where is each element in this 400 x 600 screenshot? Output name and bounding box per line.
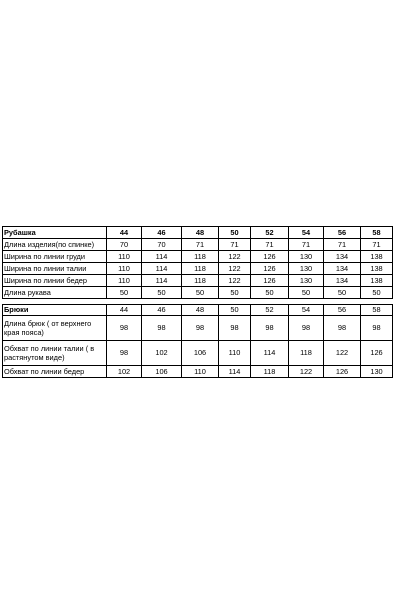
- measurement-value: 118: [251, 366, 289, 378]
- measurement-value: 98: [182, 316, 219, 341]
- size-header: 48: [182, 227, 219, 239]
- measurement-value: 130: [289, 275, 324, 287]
- table-row: [3, 239, 393, 251]
- measurement-value: 138: [361, 275, 393, 287]
- measurement-value: 106: [142, 366, 182, 378]
- size-header: 56: [324, 227, 361, 239]
- measurement-label: Ширина по линии бедер: [3, 275, 107, 287]
- measurement-value: 130: [361, 366, 393, 378]
- pants-size-table: [2, 304, 393, 378]
- measurement-value: 50: [361, 287, 393, 299]
- measurement-label: Обхват по линии бедер: [3, 366, 107, 378]
- measurement-value: 130: [289, 263, 324, 275]
- measurement-value: 110: [107, 251, 142, 263]
- size-header: 44: [107, 305, 142, 316]
- size-header: 48: [182, 305, 219, 316]
- measurement-label: Ширина по линии груди: [3, 251, 107, 263]
- measurement-value: 126: [361, 341, 393, 366]
- measurement-label: Длина рукава: [3, 287, 107, 299]
- measurement-value: 98: [289, 316, 324, 341]
- measurement-label: Длина изделия(по спинке): [3, 239, 107, 251]
- measurement-value: 98: [219, 316, 251, 341]
- size-header: 56: [324, 305, 361, 316]
- measurement-value: 98: [107, 316, 142, 341]
- measurement-label: Обхват по линии талии ( в растянутом виде): [3, 341, 107, 366]
- size-header: 44: [107, 227, 142, 239]
- measurement-value: 50: [142, 287, 182, 299]
- size-header: 52: [251, 305, 289, 316]
- measurement-value: 50: [251, 287, 289, 299]
- measurement-value: 98: [107, 341, 142, 366]
- measurement-value: 50: [324, 287, 361, 299]
- measurement-value: 50: [289, 287, 324, 299]
- measurement-value: 126: [324, 366, 361, 378]
- measurement-value: 71: [182, 239, 219, 251]
- measurement-value: 118: [182, 275, 219, 287]
- table-row: [3, 366, 393, 378]
- measurement-value: 102: [107, 366, 142, 378]
- measurement-value: 71: [289, 239, 324, 251]
- table-row: [3, 251, 393, 263]
- measurement-value: 114: [142, 275, 182, 287]
- measurement-value: 138: [361, 263, 393, 275]
- size-header: 50: [219, 227, 251, 239]
- size-header: 52: [251, 227, 289, 239]
- measurement-value: 122: [219, 275, 251, 287]
- measurement-value: 122: [219, 263, 251, 275]
- shirt-size-table: [2, 226, 393, 299]
- measurement-value: 71: [324, 239, 361, 251]
- measurement-label: Длина брюк ( от верхнего края пояса): [3, 316, 107, 341]
- measurement-value: 134: [324, 263, 361, 275]
- measurement-value: 71: [251, 239, 289, 251]
- measurement-value: 114: [142, 251, 182, 263]
- measurement-value: 114: [251, 341, 289, 366]
- measurement-value: 114: [142, 263, 182, 275]
- measurement-value: 134: [324, 251, 361, 263]
- table-row: [3, 341, 393, 366]
- measurement-value: 126: [251, 275, 289, 287]
- measurement-value: 110: [107, 275, 142, 287]
- measurement-value: 98: [324, 316, 361, 341]
- size-header: 50: [219, 305, 251, 316]
- measurement-value: 70: [107, 239, 142, 251]
- size-header: 54: [289, 227, 324, 239]
- measurement-value: 102: [142, 341, 182, 366]
- measurement-value: 98: [142, 316, 182, 341]
- size-header: 58: [361, 227, 393, 239]
- measurement-value: 122: [324, 341, 361, 366]
- measurement-value: 122: [289, 366, 324, 378]
- measurement-value: 98: [361, 316, 393, 341]
- measurement-value: 50: [107, 287, 142, 299]
- measurement-value: 98: [251, 316, 289, 341]
- measurement-value: 134: [324, 275, 361, 287]
- measurement-value: 71: [219, 239, 251, 251]
- measurement-value: 50: [182, 287, 219, 299]
- measurement-value: 70: [142, 239, 182, 251]
- pants-title: Брюки: [3, 305, 107, 316]
- measurement-value: 114: [219, 366, 251, 378]
- table-row: [3, 263, 393, 275]
- size-header: 54: [289, 305, 324, 316]
- pants-header-row: [3, 305, 393, 316]
- size-header: 58: [361, 305, 393, 316]
- measurement-value: 126: [251, 263, 289, 275]
- size-header: 46: [142, 305, 182, 316]
- measurement-value: 130: [289, 251, 324, 263]
- table-row: [3, 287, 393, 299]
- measurement-value: 110: [182, 366, 219, 378]
- measurement-value: 50: [219, 287, 251, 299]
- measurement-value: 118: [182, 251, 219, 263]
- table-row: [3, 275, 393, 287]
- measurement-value: 122: [219, 251, 251, 263]
- measurement-value: 118: [289, 341, 324, 366]
- measurement-value: 126: [251, 251, 289, 263]
- measurement-value: 118: [182, 263, 219, 275]
- shirt-title: Рубашка: [3, 227, 107, 239]
- measurement-value: 71: [361, 239, 393, 251]
- measurement-value: 110: [219, 341, 251, 366]
- measurement-value: 138: [361, 251, 393, 263]
- measurement-value: 110: [107, 263, 142, 275]
- measurement-value: 106: [182, 341, 219, 366]
- table-row: [3, 316, 393, 341]
- shirt-header-row: [3, 227, 393, 239]
- size-header: 46: [142, 227, 182, 239]
- measurement-label: Ширина по линии талии: [3, 263, 107, 275]
